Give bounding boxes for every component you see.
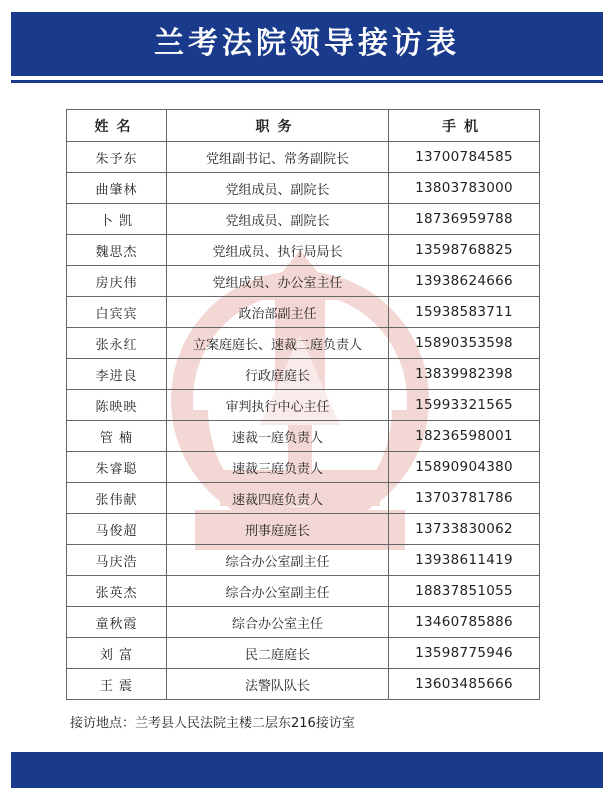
page-title: 兰考法院领导接访表 [154,26,460,61]
phone-cell: 13603485666 [389,669,540,700]
phone-cell: 13733830062 [389,514,540,545]
phone-cell: 13938611419 [389,545,540,576]
position-cell: 刑事庭庭长 [167,514,389,545]
phone-cell: 15890904380 [389,452,540,483]
footer-bar [11,752,603,788]
name-cell: 刘 富 [67,638,167,669]
name-cell: 李进良 [67,359,167,390]
phone-cell: 13839982398 [389,359,540,390]
header-stripe [11,80,603,83]
name-cell: 卜 凯 [67,204,167,235]
name-cell: 王 震 [67,669,167,700]
position-cell: 速裁三庭负责人 [167,452,389,483]
position-cell: 党组成员、执行局局长 [167,235,389,266]
table-row [67,173,540,204]
name-cell: 白宾宾 [67,297,167,328]
name-cell: 朱予东 [67,142,167,173]
table-row [67,266,540,297]
column-header-name: 姓名 [67,110,167,142]
phone-cell: 18837851055 [389,576,540,607]
table-row [67,421,540,452]
table-header-row [67,110,540,142]
leader-roster-table [66,109,540,700]
phone-cell: 13598775946 [389,638,540,669]
phone-cell: 13460785886 [389,607,540,638]
table-row [67,483,540,514]
table-row [67,576,540,607]
phone-cell: 13938624666 [389,266,540,297]
table-row [67,390,540,421]
table-row [67,452,540,483]
position-cell: 政治部副主任 [167,297,389,328]
name-cell: 马俊超 [67,514,167,545]
table-row [67,545,540,576]
phone-cell: 13598768825 [389,235,540,266]
phone-cell: 13700784585 [389,142,540,173]
name-cell: 张永红 [67,328,167,359]
position-cell: 综合办公室副主任 [167,545,389,576]
position-cell: 审判执行中心主任 [167,390,389,421]
position-cell: 党组副书记、常务副院长 [167,142,389,173]
table-row [67,204,540,235]
phone-cell: 18736959788 [389,204,540,235]
position-cell: 速裁四庭负责人 [167,483,389,514]
table-row [67,638,540,669]
table-row [67,669,540,700]
reception-address: 接访地点：兰考县人民法院主楼二层东216接访室 [70,716,355,731]
column-header-phone: 手机 [389,110,540,142]
position-cell: 党组成员、副院长 [167,173,389,204]
name-cell: 陈映映 [67,390,167,421]
table-row [67,607,540,638]
table-row [67,297,540,328]
position-cell: 立案庭庭长、速裁二庭负责人 [167,328,389,359]
name-cell: 曲肇林 [67,173,167,204]
phone-cell: 13703781786 [389,483,540,514]
position-cell: 综合办公室副主任 [167,576,389,607]
name-cell: 张伟献 [67,483,167,514]
position-cell: 法警队队长 [167,669,389,700]
phone-cell: 15993321565 [389,390,540,421]
name-cell: 童秋霞 [67,607,167,638]
phone-cell: 15890353598 [389,328,540,359]
header-banner [11,12,603,76]
name-cell: 魏思杰 [67,235,167,266]
table-row [67,514,540,545]
phone-cell: 13803783000 [389,173,540,204]
name-cell: 朱睿聪 [67,452,167,483]
name-cell: 马庆浩 [67,545,167,576]
name-cell: 房庆伟 [67,266,167,297]
column-header-position: 职务 [167,110,389,142]
position-cell: 行政庭庭长 [167,359,389,390]
table-row [67,359,540,390]
name-cell: 管 楠 [67,421,167,452]
phone-cell: 15938583711 [389,297,540,328]
table-row [67,235,540,266]
table-row [67,142,540,173]
table-row [67,328,540,359]
phone-cell: 18236598001 [389,421,540,452]
name-cell: 张英杰 [67,576,167,607]
position-cell: 党组成员、办公室主任 [167,266,389,297]
position-cell: 速裁一庭负责人 [167,421,389,452]
position-cell: 民二庭庭长 [167,638,389,669]
position-cell: 综合办公室主任 [167,607,389,638]
position-cell: 党组成员、副院长 [167,204,389,235]
